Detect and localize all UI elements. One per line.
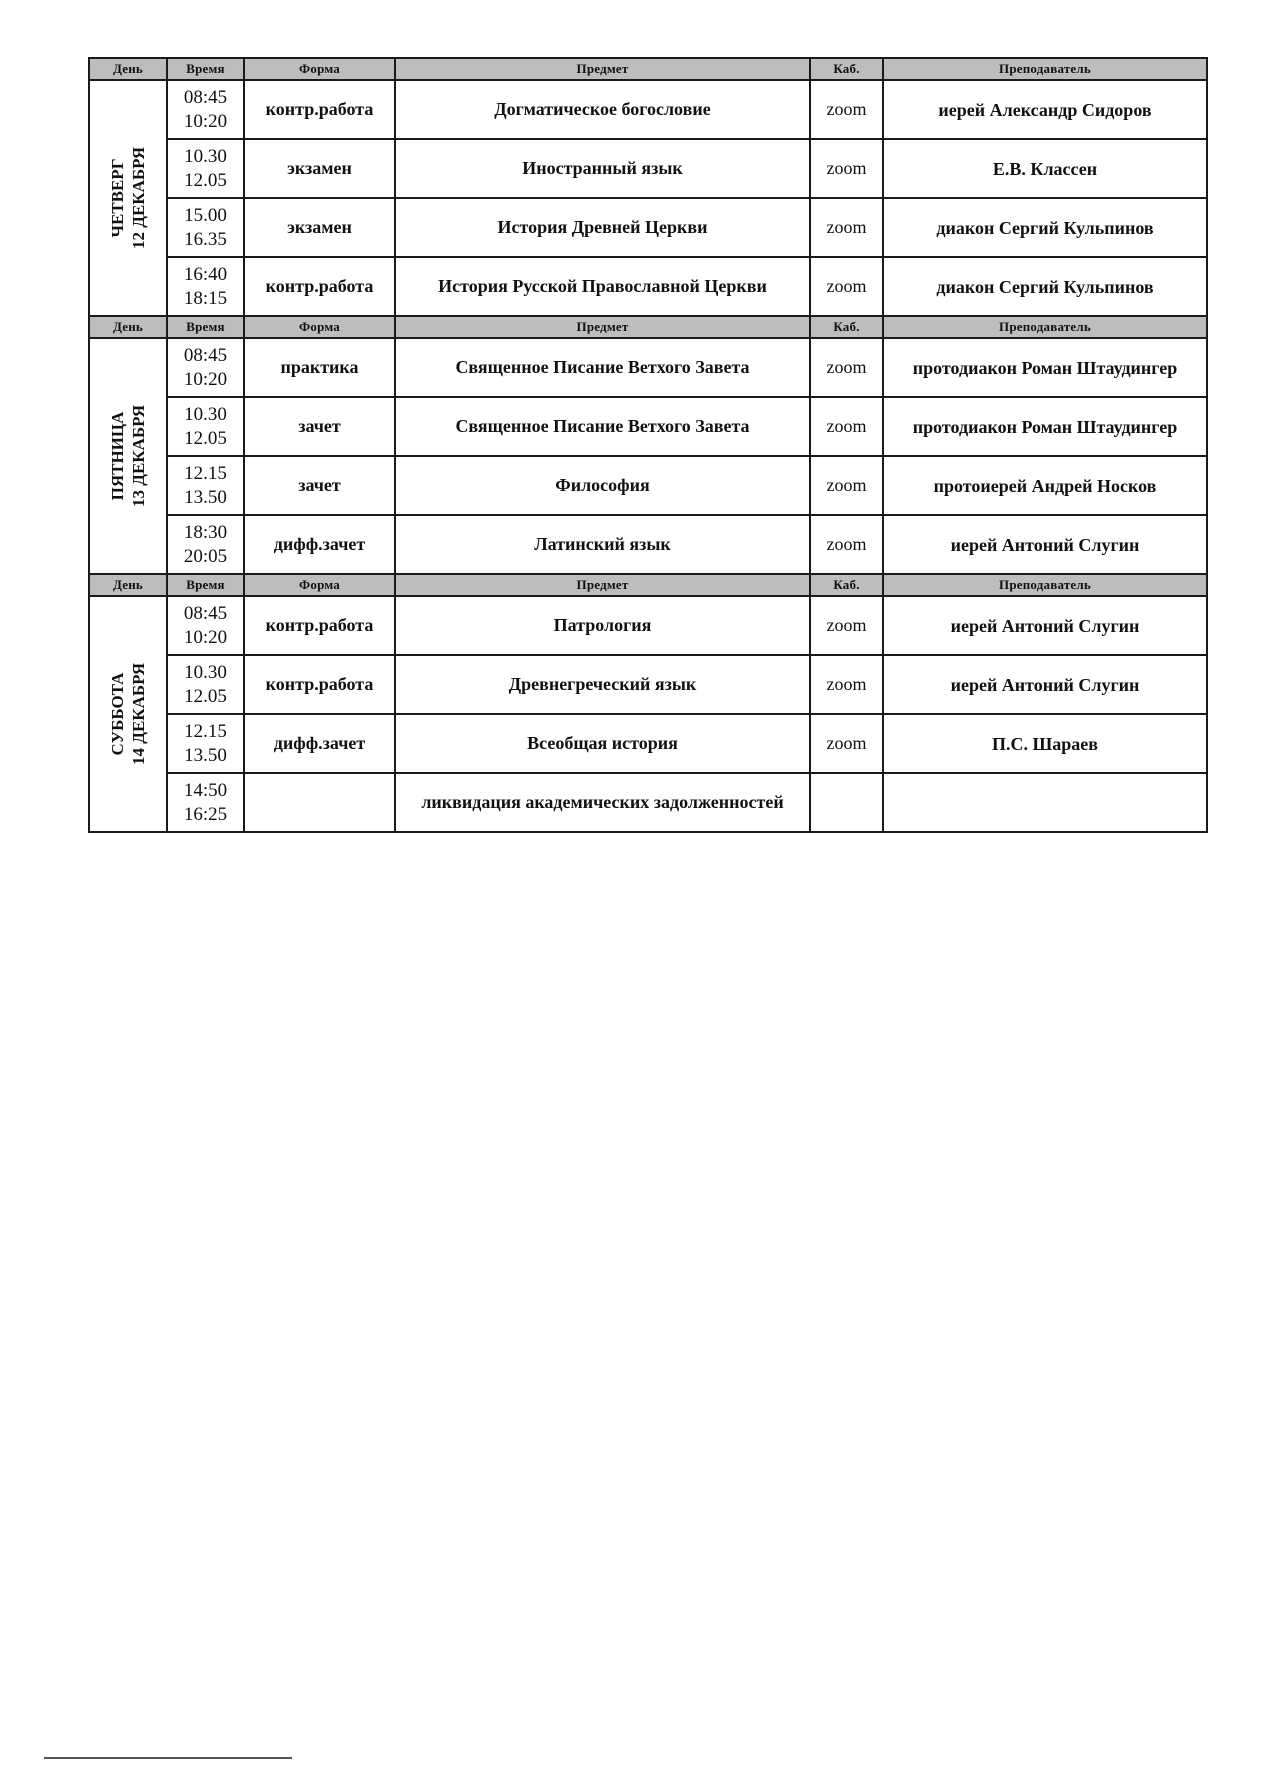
room-cell: zoom	[810, 655, 883, 714]
day-cell	[89, 596, 167, 832]
table-row	[89, 139, 1207, 198]
header-time: Время	[167, 58, 244, 80]
header-subject: Предмет	[395, 316, 810, 338]
time-cell	[167, 655, 244, 714]
form-cell: контр.работа	[244, 80, 395, 139]
date: 12 ДЕКАБРЯ	[129, 147, 148, 249]
time-cell	[167, 257, 244, 316]
subject-cell: Догматическое богословие	[395, 80, 810, 139]
header-room: Каб.	[810, 316, 883, 338]
table-row	[89, 773, 1207, 832]
end-time: 16.35	[184, 228, 227, 250]
room-cell: zoom	[810, 397, 883, 456]
table-row	[89, 338, 1207, 397]
day-label	[107, 147, 149, 249]
subject-cell: Патрология	[395, 596, 810, 655]
day-label	[107, 663, 149, 765]
teacher-cell: П.С. Шараев	[883, 714, 1207, 773]
header-row	[89, 574, 1207, 596]
start-time: 16:40	[183, 263, 228, 285]
date: 14 ДЕКАБРЯ	[129, 663, 148, 765]
day-cell	[89, 80, 167, 316]
subject-cell: ликвидация академических задолженностей	[395, 773, 810, 832]
day-cell	[89, 338, 167, 574]
teacher-cell: Е.В. Классен	[883, 139, 1207, 198]
form-cell: контр.работа	[244, 596, 395, 655]
teacher-cell	[883, 773, 1207, 832]
teacher-cell: иерей Александр Сидоров	[883, 80, 1207, 139]
form-cell: экзамен	[244, 139, 395, 198]
form-cell: зачет	[244, 456, 395, 515]
start-time: 08:45	[183, 86, 228, 108]
teacher-cell: протодиакон Роман Штаудингер	[883, 338, 1207, 397]
schedule-sheet	[88, 57, 1206, 833]
room-cell	[810, 773, 883, 832]
start-time: 10.30	[184, 403, 227, 425]
header-day: День	[89, 58, 167, 80]
end-time: 12.05	[184, 169, 227, 191]
start-time: 12.15	[184, 720, 227, 742]
table-row	[89, 596, 1207, 655]
header-day: День	[89, 574, 167, 596]
teacher-cell: иерей Антоний Слугин	[883, 596, 1207, 655]
room-cell: zoom	[810, 338, 883, 397]
start-time: 15.00	[184, 204, 227, 226]
start-time: 12.15	[184, 462, 227, 484]
form-cell: дифф.зачет	[244, 714, 395, 773]
end-time: 10:20	[183, 626, 228, 648]
time-cell	[167, 714, 244, 773]
teacher-cell: диакон Сергий Кульпинов	[883, 198, 1207, 257]
subject-cell: Священное Писание Ветхого Завета	[395, 338, 810, 397]
header-day: День	[89, 316, 167, 338]
header-form: Форма	[244, 574, 395, 596]
subject-cell: Философия	[395, 456, 810, 515]
end-time: 12.05	[184, 427, 227, 449]
header-subject: Предмет	[395, 574, 810, 596]
time-cell	[167, 515, 244, 574]
form-cell: дифф.зачет	[244, 515, 395, 574]
table-row	[89, 655, 1207, 714]
room-cell: zoom	[810, 139, 883, 198]
end-time: 10:20	[183, 110, 228, 132]
time-cell	[167, 456, 244, 515]
header-row	[89, 316, 1207, 338]
time-cell	[167, 139, 244, 198]
room-cell: zoom	[810, 257, 883, 316]
end-time: 20:05	[183, 545, 228, 567]
header-row	[89, 58, 1207, 80]
start-time: 08:45	[183, 344, 228, 366]
header-teacher: Преподаватель	[883, 58, 1207, 80]
subject-cell: Древнегреческий язык	[395, 655, 810, 714]
start-time: 18:30	[183, 521, 228, 543]
weekday: ПЯТНИЦА	[108, 411, 127, 501]
header-teacher: Преподаватель	[883, 574, 1207, 596]
end-time: 16:25	[183, 803, 228, 825]
weekday: СУББОТА	[108, 672, 127, 756]
subject-cell: Иностранный язык	[395, 139, 810, 198]
subject-cell: Латинский язык	[395, 515, 810, 574]
header-form: Форма	[244, 58, 395, 80]
table-row	[89, 257, 1207, 316]
time-cell	[167, 80, 244, 139]
footer-divider	[44, 1757, 292, 1759]
time-cell	[167, 198, 244, 257]
table-row	[89, 515, 1207, 574]
header-subject: Предмет	[395, 58, 810, 80]
time-cell	[167, 397, 244, 456]
form-cell: практика	[244, 338, 395, 397]
teacher-cell: протодиакон Роман Штаудингер	[883, 397, 1207, 456]
teacher-cell: диакон Сергий Кульпинов	[883, 257, 1207, 316]
end-time: 18:15	[183, 287, 228, 309]
table-row	[89, 456, 1207, 515]
room-cell: zoom	[810, 456, 883, 515]
table-row	[89, 714, 1207, 773]
form-cell: экзамен	[244, 198, 395, 257]
weekday: ЧЕТВЕРГ	[108, 158, 127, 238]
room-cell: zoom	[810, 714, 883, 773]
form-cell	[244, 773, 395, 832]
time-cell	[167, 596, 244, 655]
start-time: 14:50	[183, 779, 228, 801]
end-time: 13.50	[184, 486, 227, 508]
schedule-body	[89, 58, 1207, 832]
header-room: Каб.	[810, 574, 883, 596]
teacher-cell: иерей Антоний Слугин	[883, 515, 1207, 574]
table-row	[89, 80, 1207, 139]
teacher-cell: иерей Антоний Слугин	[883, 655, 1207, 714]
teacher-cell: протоиерей Андрей Носков	[883, 456, 1207, 515]
header-time: Время	[167, 574, 244, 596]
table-row	[89, 397, 1207, 456]
subject-cell: История Древней Церкви	[395, 198, 810, 257]
header-teacher: Преподаватель	[883, 316, 1207, 338]
room-cell: zoom	[810, 198, 883, 257]
start-time: 08:45	[183, 602, 228, 624]
end-time: 10:20	[183, 368, 228, 390]
room-cell: zoom	[810, 596, 883, 655]
room-cell: zoom	[810, 80, 883, 139]
header-room: Каб.	[810, 58, 883, 80]
header-form: Форма	[244, 316, 395, 338]
table-row	[89, 198, 1207, 257]
time-cell	[167, 338, 244, 397]
form-cell: зачет	[244, 397, 395, 456]
date: 13 ДЕКАБРЯ	[129, 405, 148, 507]
form-cell: контр.работа	[244, 655, 395, 714]
subject-cell: История Русской Православной Церкви	[395, 257, 810, 316]
end-time: 13.50	[184, 744, 227, 766]
start-time: 10.30	[184, 145, 227, 167]
start-time: 10.30	[184, 661, 227, 683]
schedule-table	[88, 57, 1208, 833]
time-cell	[167, 773, 244, 832]
room-cell: zoom	[810, 515, 883, 574]
header-time: Время	[167, 316, 244, 338]
form-cell: контр.работа	[244, 257, 395, 316]
day-label	[107, 405, 149, 507]
subject-cell: Всеобщая история	[395, 714, 810, 773]
subject-cell: Священное Писание Ветхого Завета	[395, 397, 810, 456]
end-time: 12.05	[184, 685, 227, 707]
